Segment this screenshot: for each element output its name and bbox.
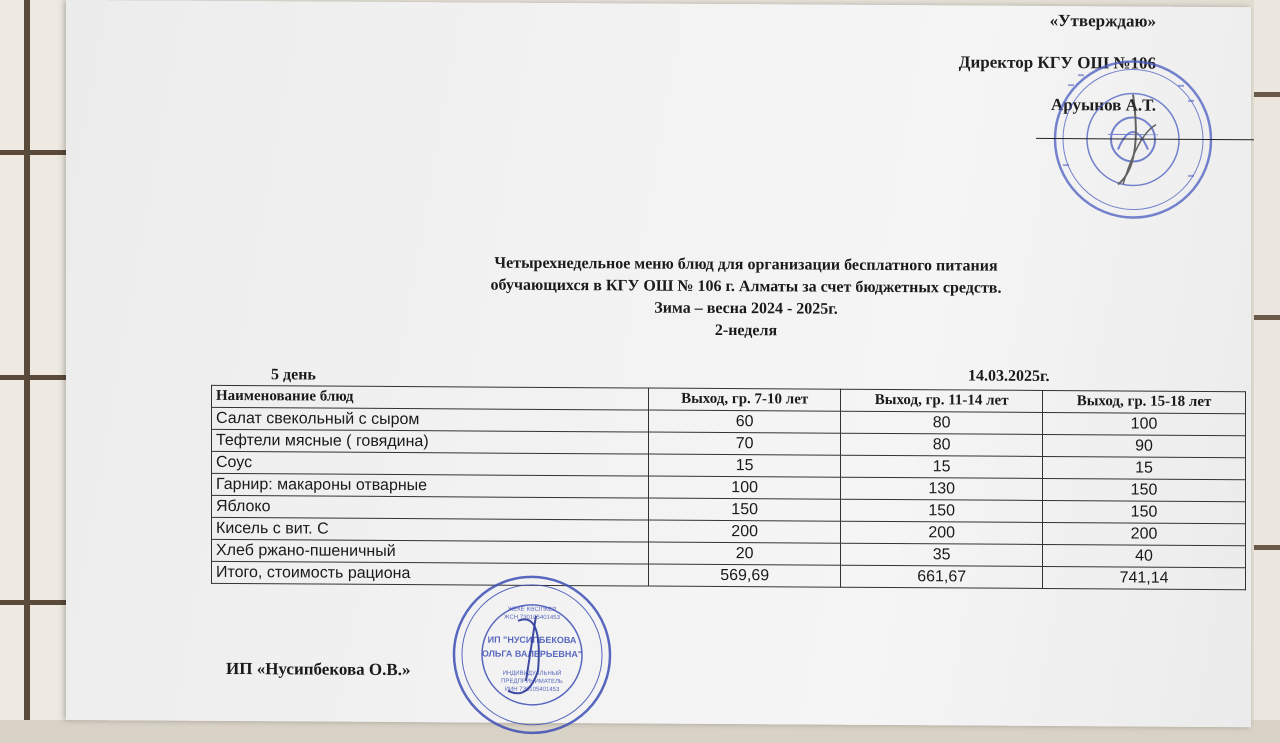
header-age-7-10: Выход, гр. 7-10 лет [649, 388, 841, 411]
dish-name: Соус [212, 451, 649, 476]
approval-position: Директор КГУ ОШ №106 [958, 52, 1156, 73]
portion-15-18: 100 [1043, 412, 1246, 435]
title-line-1: Четырехнедельное меню блюд для организации бесплатного питания [494, 254, 998, 275]
portion-11-14: 35 [841, 543, 1043, 566]
portion-7-10: 200 [649, 520, 841, 543]
portion-7-10: 70 [649, 432, 841, 455]
stamp-small-3: ИНДИВИДУАЛЬНЫЙ [502, 670, 562, 678]
menu-table [211, 385, 1246, 590]
dish-name: Тефтели мясные ( говядина) [212, 429, 649, 454]
portion-11-14: 200 [841, 521, 1043, 544]
document-title [316, 252, 1176, 345]
portion-7-10: 20 [649, 542, 841, 565]
total-7-10: 569,69 [649, 564, 841, 587]
entrepreneur-signature: ИП «Нусипбекова О.В.» [226, 658, 411, 680]
portion-15-18: 15 [1043, 456, 1246, 479]
portion-7-10: 150 [649, 498, 841, 521]
entrepreneur-seal-stamp [448, 570, 616, 739]
dish-name: Гарнир: макароны отварные [212, 473, 649, 498]
title-line-3: Зима – весна 2024 - 2025г. [654, 299, 838, 318]
title-line-2: обучающихся в КГУ ОШ № 106 г. Алматы за счет бюджетных средств. [490, 276, 1002, 297]
approval-heading: «Утверждаю» [1049, 11, 1156, 31]
portion-7-10: 60 [649, 410, 841, 433]
stamp-name-1: ИП "НУСИПБЕКОВА [487, 634, 577, 646]
portion-11-14: 80 [841, 433, 1043, 456]
header-age-11-14: Выход, гр. 11-14 лет [841, 389, 1043, 412]
portion-11-14: 130 [841, 477, 1043, 500]
wall-tiles-right [1254, 0, 1280, 720]
portion-15-18: 150 [1043, 478, 1246, 501]
document-page [66, 0, 1251, 727]
dish-name: Яблоко [212, 495, 649, 520]
stamp-small-2: ЖСН 730105401453 [504, 614, 560, 622]
portion-15-18: 90 [1043, 434, 1246, 457]
title-line-4: 2-неделя [714, 321, 778, 340]
date-label: 14.03.2025г. [968, 367, 1050, 386]
day-label: 5 день [271, 366, 316, 384]
stamp-small-1: ЖЕКЕ КӘСІПКЕР [507, 606, 557, 613]
portion-7-10: 100 [649, 476, 841, 499]
stamp-small-5: ИИН 730105401453 [504, 686, 560, 694]
portion-15-18: 40 [1043, 544, 1246, 567]
stamp-small-4: ПРЕДПРИНИМАТЕЛЬ [501, 678, 563, 686]
portion-11-14: 15 [841, 455, 1043, 478]
portion-15-18: 150 [1043, 500, 1246, 523]
total-15-18: 741,14 [1043, 566, 1246, 589]
header-dish-name: Наименование блюд [212, 385, 649, 410]
approval-name: Аруынов А.Т. [1051, 95, 1156, 115]
dish-name: Кисель с вит. С [212, 517, 649, 542]
dish-name: Салат свекольный с сыром [212, 407, 649, 432]
total-label: Итого, стоимость рациона [212, 561, 649, 586]
portion-15-18: 200 [1043, 522, 1246, 545]
portion-11-14: 150 [841, 499, 1043, 522]
header-age-15-18: Выход, гр. 15-18 лет [1043, 390, 1246, 413]
total-11-14: 661,67 [841, 565, 1043, 588]
portion-7-10: 15 [649, 454, 841, 477]
portion-11-14: 80 [841, 411, 1043, 434]
dish-name: Хлеб ржано-пшеничный [212, 539, 649, 564]
stamp-name-2: ОЛЬГА ВАЛЕРЬЕВНА" [481, 648, 583, 660]
